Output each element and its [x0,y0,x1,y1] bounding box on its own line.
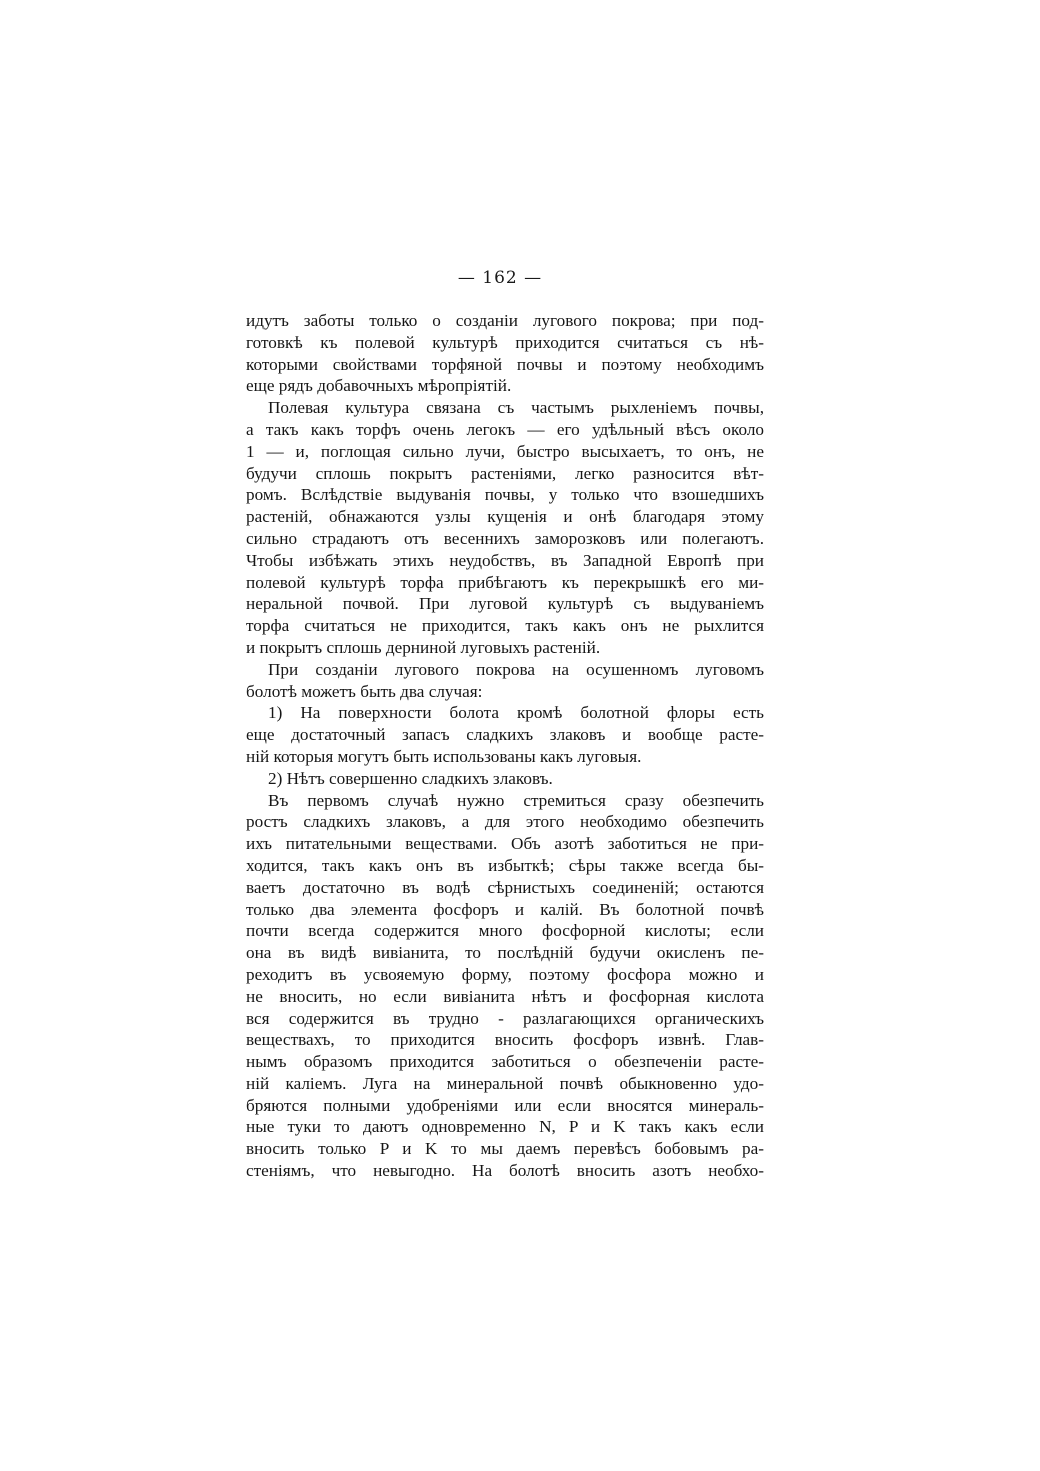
text-line: нымъ образомъ приходится заботиться о обезпеченіи расте- [246,1052,764,1072]
text-line: болотѣ можетъ быть два случая: [246,681,483,701]
text-line: ваетъ достаточно въ водѣ сѣрнистыхъ соединеній; остаются [246,877,764,897]
text-line: 2) Нѣтъ совершенно сладкихъ злаковъ. [268,768,553,788]
text-line: и покрытъ сплошь дерниной луговыхъ растеній. [246,637,601,657]
text-line: При созданіи лугового покрова на осушенномъ луговомъ [268,659,764,679]
text-line: будучи сплошь покрытъ растеніями, легко разносится вѣт- [246,463,764,483]
text-line: почти всегда содержится много фосфорной кислоты; если [246,921,764,941]
paragraph [246,310,764,397]
text-line: идутъ заботы только о созданіи лугового покрова; при под- [246,311,764,330]
page-number: — 162 — [457,268,543,288]
text-line: сильно страдаютъ отъ весеннихъ заморозковъ или полегаютъ. [246,528,764,548]
text-line: ній которыя могутъ быть использованы какъ луговыя. [246,746,642,766]
body-text [246,310,764,1182]
text-line: ходится, такъ какъ онъ въ избыткѣ; сѣры также всегда бы- [246,855,764,875]
text-line: только два элемента фосфоръ и калій. Въ болотной почвѣ [246,899,764,919]
text-line: которыми свойствами торфяной почвы и поэтому необходимъ [246,354,764,374]
text-line: еще рядъ добавочныхъ мѣропріятій. [246,376,512,396]
text-line: ростъ сладкихъ злаковъ, а для этого необходимо обезпечить [246,812,764,832]
text-line: неральной почвой. При луговой культурѣ съ выдуваніемъ [246,594,764,614]
list-item [246,768,764,790]
text-line: не вносить, но если вивіанита нѣтъ и фосфорная кислота [246,986,764,1006]
text-line: ихъ питательными веществами. Объ азотѣ заботиться не при- [246,834,764,854]
text-line: а такъ какъ торфъ очень легокъ — его удѣльный вѣсъ около [246,419,764,439]
text-line: вся содержится въ трудно - разлагающихся органическихъ [246,1008,764,1028]
paragraph [246,790,764,1182]
text-line: веществахъ, то приходится вносить фосфоръ извнѣ. Глав- [246,1030,764,1050]
text-line: ній каліемъ. Луга на минеральной почвѣ обыкновенно удо- [246,1073,764,1093]
text-line: 1 — и, поглощая сильно лучи, быстро высыхаетъ, то онъ, не [246,441,764,461]
text-line: растеній, обнажаются узлы кущенія и онѣ благодаря этому [246,507,764,527]
paragraph [246,397,764,659]
text-line: ные туки то даютъ одновременно N, P и K такъ какъ если [246,1117,764,1137]
text-line: полевой культурѣ торфа прибѣгаютъ къ перекрышкѣ его ми- [246,572,764,592]
text-line: бряются полными удобреніями или если вносятся минераль- [246,1095,764,1115]
text-line: торфа считаться не приходится, такъ какъ онъ не рыхлится [246,616,764,636]
paragraph [246,659,764,703]
text-line: 1) На поверхности болота кромѣ болотной флоры есть [268,703,764,723]
text-line: Въ первомъ случаѣ нужно стремиться сразу обезпечить [268,790,764,810]
text-line: готовкѣ къ полевой культурѣ приходится считаться съ нѣ- [246,332,764,352]
text-line: вносить только P и K то мы даемъ перевѣсъ бобовымъ ра- [246,1139,764,1159]
text-line: она въ видѣ вивіанита, то послѣдній будучи окисленъ пе- [246,943,764,963]
text-line: стеніямъ, что невыгодно. На болотѣ вносить азотъ необхо- [246,1161,764,1181]
text-line: реходитъ въ усвояемую форму, поэтому фосфора можно и [246,964,764,984]
text-line: еще достаточный запасъ сладкихъ злаковъ и вообще расте- [246,725,764,745]
text-line: Полевая культура связана съ частымъ рыхленіемъ почвы, [268,398,764,418]
text-line: Чтобы избѣжать этихъ неудобствъ, въ Западной Европѣ при [246,550,764,570]
text-line: ромъ. Вслѣдствіе выдуванія почвы, у только что взошедшихъ [246,485,764,505]
list-item [246,702,764,767]
